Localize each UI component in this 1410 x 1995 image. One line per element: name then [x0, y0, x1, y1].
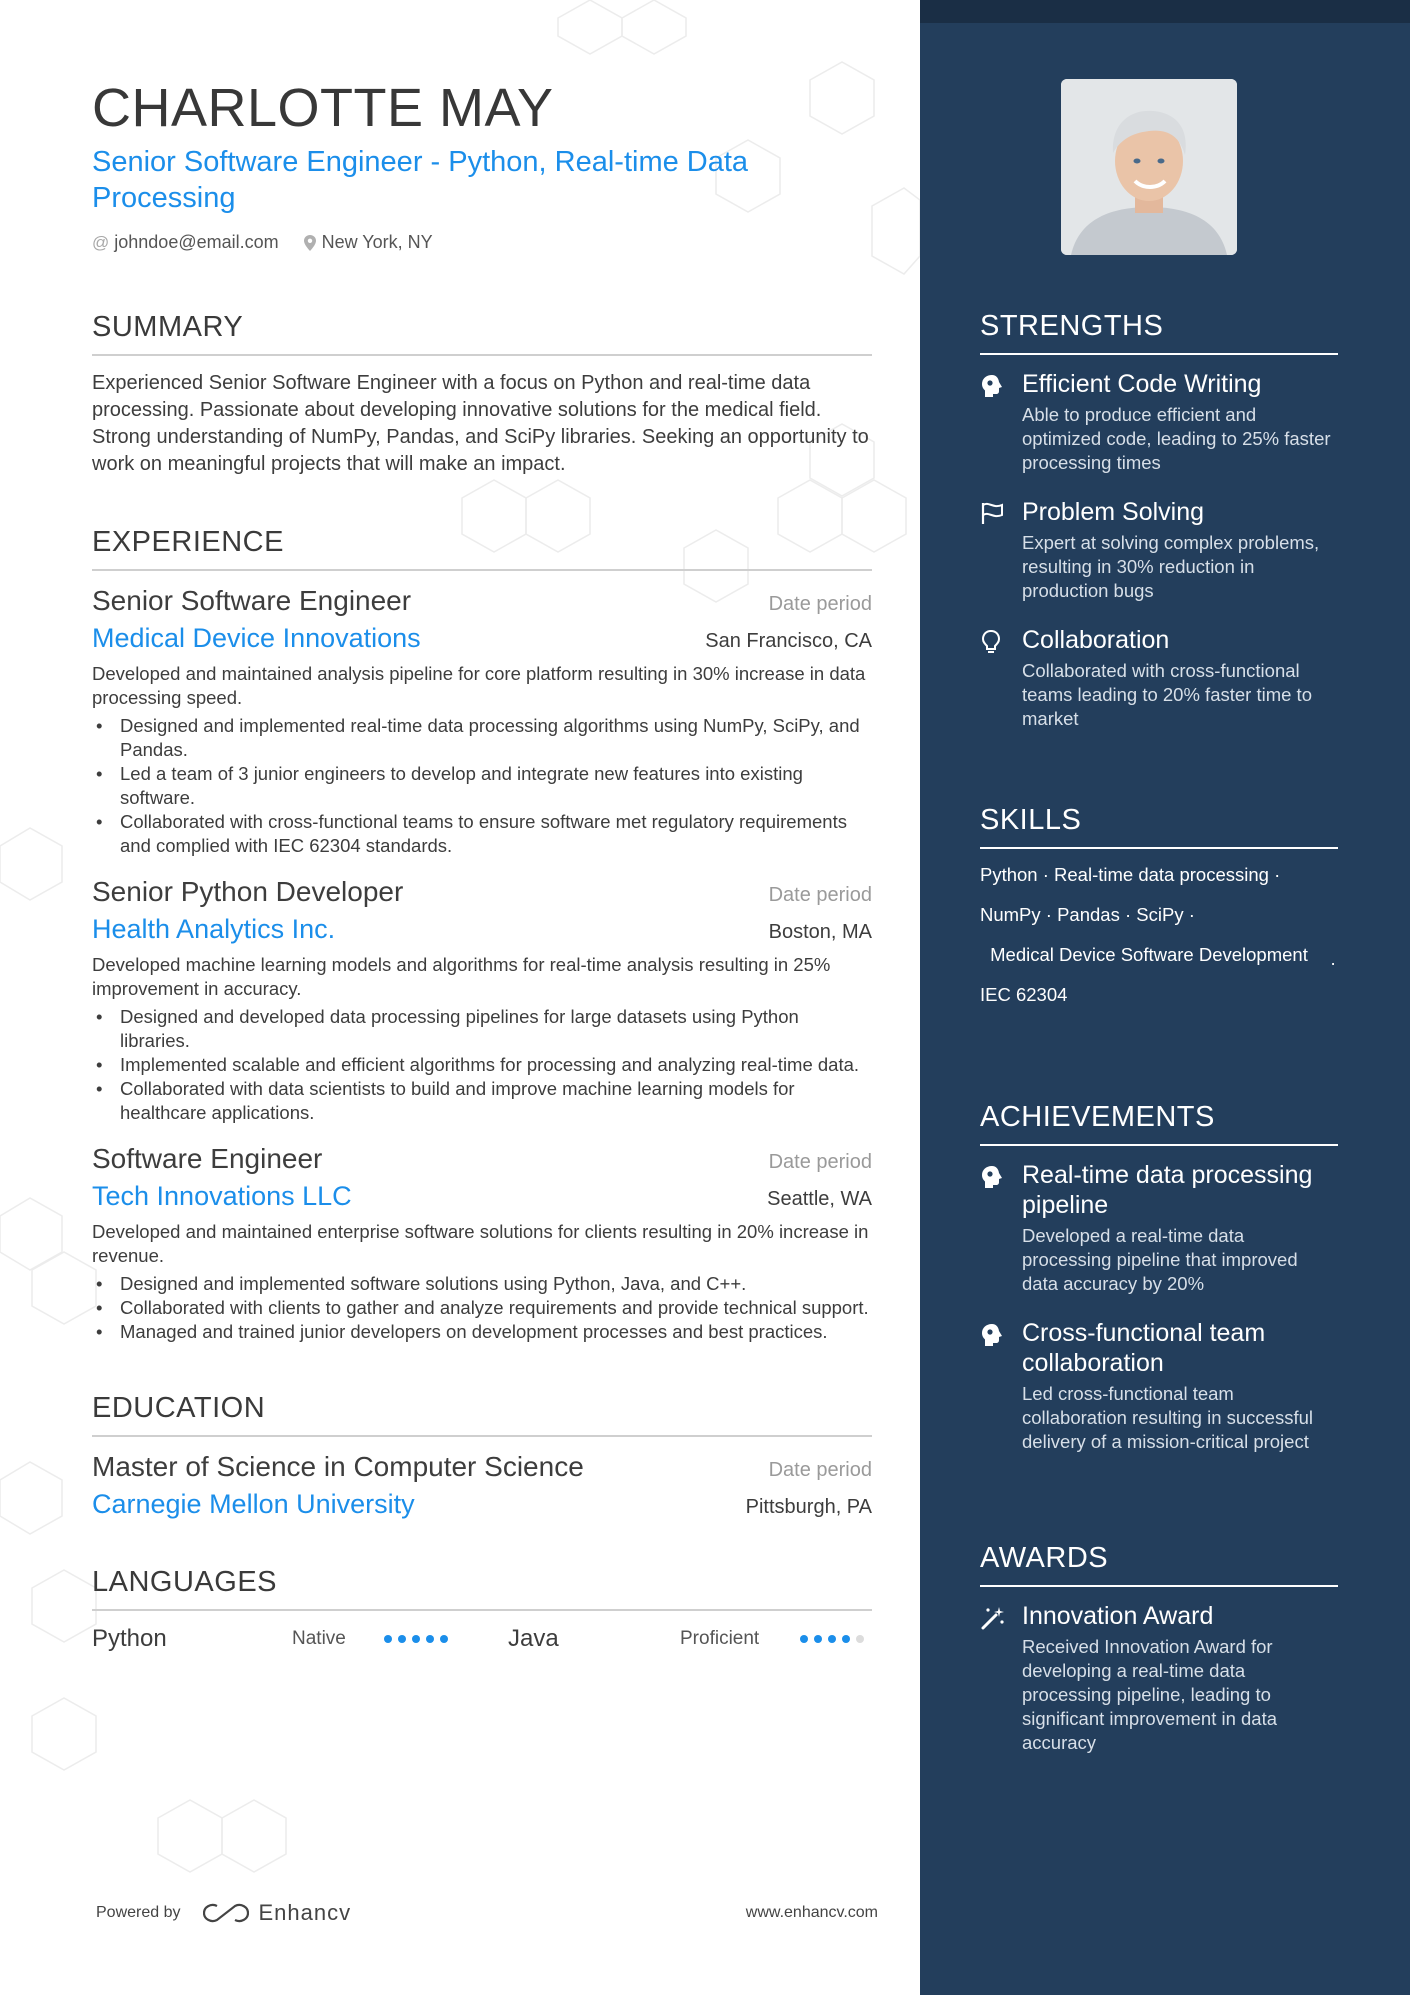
- education-heading: EDUCATION: [92, 1392, 872, 1437]
- portrait-image: [1061, 79, 1237, 255]
- rating-dot: [828, 1635, 836, 1643]
- achievement-description: Led cross-functional team collaboration resulting in successful delivery of a mission-critical project: [1022, 1383, 1314, 1452]
- main-column: [92, 78, 872, 1653]
- rating-dot: [440, 1635, 448, 1643]
- achievements-section: [980, 1101, 1338, 1454]
- experience-bullet: • Collaborated with data scientists to build and improve machine learning models for healthcare applications.: [92, 1077, 872, 1125]
- experience-date: Date period: [768, 884, 872, 906]
- powered-by-label: Powered by: [96, 1904, 181, 1921]
- summary-section: [92, 311, 872, 478]
- experience-bullet: • Designed and implemented real-time data processing algorithms using NumPy, SciPy, and Pandas.: [92, 714, 872, 762]
- education-degree: Master of Science in Computer Science: [92, 1451, 584, 1482]
- language-rating: [384, 1635, 508, 1643]
- award-description: Received Innovation Award for developing a real-time data processing pipeline, leading to significant improvement in data accuracy: [1022, 1636, 1278, 1753]
- experience-date: Date period: [768, 1151, 872, 1173]
- education-school: Carnegie Mellon University: [92, 1489, 415, 1519]
- achievement-item: [980, 1318, 1338, 1454]
- strength-item: [980, 625, 1338, 731]
- email-contact[interactable]: [92, 232, 279, 253]
- candidate-name: CHARLOTTE MAY: [92, 78, 554, 138]
- email-text: johndoe@email.com: [114, 232, 279, 252]
- strength-title: Collaboration: [1022, 626, 1170, 654]
- sidebar: [920, 0, 1410, 1995]
- award-item: [980, 1601, 1338, 1755]
- strength-description: Able to produce efficient and optimized code, leading to 25% faster processing times: [1022, 404, 1331, 473]
- strengths-heading: STRENGTHS: [980, 310, 1338, 355]
- achievement-title: Cross-functional team collaboration: [1022, 1319, 1266, 1377]
- brain-icon: [980, 1322, 1004, 1348]
- education-entry: [92, 1451, 872, 1520]
- experience-bullet: • Led a team of 3 junior engineers to develop and integrate new features into existing software.: [92, 762, 872, 810]
- experience-bullet: • Managed and trained junior developers on development processes and best practices.: [92, 1320, 872, 1344]
- language-level: Native: [292, 1628, 346, 1649]
- awards-section: [980, 1542, 1338, 1755]
- strengths-section: [980, 310, 1338, 731]
- skill-tag: Medical Device Software Development: [990, 944, 1308, 965]
- experience-role: Senior Software Engineer: [92, 585, 412, 616]
- rating-dot: [412, 1635, 420, 1643]
- strength-item: [980, 497, 1338, 603]
- experience-role: Senior Python Developer: [92, 876, 404, 907]
- experience-date: Date period: [768, 593, 872, 615]
- skill-separator: ·: [1330, 952, 1337, 973]
- brain-icon: [980, 373, 1004, 399]
- achievement-title: Real-time data processing pipeline: [1022, 1161, 1313, 1219]
- rating-dot: [856, 1635, 864, 1643]
- skills-list: [980, 863, 1338, 1007]
- strength-description: Expert at solving complex problems, resulting in 30% reduction in production bugs: [1022, 532, 1320, 601]
- at-icon: @: [92, 232, 110, 252]
- rating-dot: [426, 1635, 434, 1643]
- location-pin-icon: [303, 234, 317, 252]
- powered-by: [96, 1900, 351, 1926]
- skills-heading: SKILLS: [980, 804, 1338, 849]
- languages-heading: LANGUAGES: [92, 1566, 872, 1611]
- experience-role: Software Engineer: [92, 1143, 323, 1174]
- languages-row: [92, 1625, 872, 1653]
- candidate-title: Senior Software Engineer - Python, Real-time Data Processing: [92, 146, 749, 214]
- brand-logo[interactable]: [203, 1900, 352, 1926]
- experience-bullet: • Collaborated with cross-functional teams to ensure software met regulatory requirements and complied with IEC 62304 standards.: [92, 810, 872, 858]
- rating-dot: [842, 1635, 850, 1643]
- rating-dot: [384, 1635, 392, 1643]
- location-text: New York, NY: [321, 232, 433, 252]
- experience-description: Developed and maintained analysis pipeline for core platform resulting in 30% increase in data processing speed.: [92, 663, 866, 708]
- languages-section: [92, 1566, 872, 1653]
- experience-entry: [92, 876, 872, 1125]
- experience-company: Health Analytics Inc.: [92, 914, 336, 944]
- strength-title: Problem Solving: [1022, 498, 1205, 526]
- education-date: Date period: [768, 1459, 872, 1481]
- education-location: Pittsburgh, PA: [745, 1496, 872, 1518]
- location-contact: [303, 232, 433, 253]
- enhancv-logo-icon: [203, 1902, 249, 1924]
- achievements-heading: ACHIEVEMENTS: [980, 1101, 1338, 1146]
- experience-bullet: • Designed and developed data processing pipelines for large datasets using Python libraries.: [92, 1005, 872, 1053]
- language-rating: [800, 1635, 864, 1643]
- skills-section: [980, 804, 1338, 1023]
- awards-heading: AWARDS: [980, 1542, 1338, 1587]
- experience-bullets: [92, 1272, 872, 1344]
- skills-line: NumPy · Pandas · SciPy ·: [980, 904, 1195, 925]
- experience-bullet: • Collaborated with clients to gather and analyze requirements and provide technical support.: [92, 1296, 872, 1320]
- experience-bullet: • Designed and implemented software solutions using Python, Java, and C++.: [92, 1272, 872, 1296]
- education-section: [92, 1392, 872, 1520]
- summary-heading: SUMMARY: [92, 311, 872, 356]
- language-name: Python: [92, 1625, 167, 1652]
- experience-company: Medical Device Innovations: [92, 623, 421, 653]
- experience-description: Developed and maintained enterprise software solutions for clients resulting in 20% increase in revenue.: [92, 1221, 869, 1266]
- flag-icon: [980, 501, 1006, 525]
- experience-section: [92, 526, 872, 1344]
- brain-icon: [980, 1164, 1004, 1190]
- experience-bullets: [92, 714, 872, 858]
- strength-description: Collaborated with cross-functional teams leading to 20% faster time to market: [1022, 660, 1312, 729]
- footer-url[interactable]: www.enhancv.com: [745, 1904, 878, 1921]
- rating-dot: [398, 1635, 406, 1643]
- skill-tag: IEC 62304: [980, 984, 1068, 1005]
- sidebar-top-bar: [920, 0, 1410, 23]
- language-name: Java: [508, 1625, 559, 1652]
- profile-photo: [1061, 79, 1237, 255]
- award-title: Innovation Award: [1022, 1602, 1214, 1630]
- experience-location: Seattle, WA: [767, 1188, 872, 1210]
- rating-dot: [800, 1635, 808, 1643]
- lightbulb-icon: [980, 629, 1002, 655]
- experience-location: San Francisco, CA: [705, 630, 872, 652]
- experience-location: Boston, MA: [768, 921, 872, 943]
- achievement-item: [980, 1160, 1338, 1296]
- experience-company: Tech Innovations LLC: [92, 1181, 352, 1211]
- experience-heading: EXPERIENCE: [92, 526, 872, 571]
- strength-title: Efficient Code Writing: [1022, 370, 1262, 398]
- wand-icon: [980, 1605, 1006, 1631]
- experience-description: Developed machine learning models and algorithms for real-time analysis resulting in 25% improvement in accuracy.: [92, 954, 831, 999]
- strength-item: [980, 369, 1338, 475]
- rating-dot: [814, 1635, 822, 1643]
- experience-bullets: [92, 1005, 872, 1125]
- skills-line: Python · Real-time data processing ·: [980, 864, 1281, 885]
- experience-entry: [92, 1143, 872, 1344]
- summary-text: Experienced Senior Software Engineer with a focus on Python and real-time data processing. Passionate about developing innovative solutions for the medical field. Strong understanding of NumPy, Pandas, and SciPy libraries. Seeking an opportunity to work on meaningful projects that will make an impact.: [92, 372, 869, 475]
- experience-bullet: • Implemented scalable and efficient algorithms for processing and analyzing real-time data.: [92, 1053, 872, 1077]
- experience-entry: [92, 585, 872, 858]
- footer: [96, 1900, 878, 1926]
- brand-name: Enhancv: [258, 1900, 352, 1925]
- language-level: Proficient: [680, 1628, 760, 1649]
- achievement-description: Developed a real-time data processing pipeline that improved data accuracy by 20%: [1022, 1225, 1298, 1294]
- contact-info: [92, 232, 872, 253]
